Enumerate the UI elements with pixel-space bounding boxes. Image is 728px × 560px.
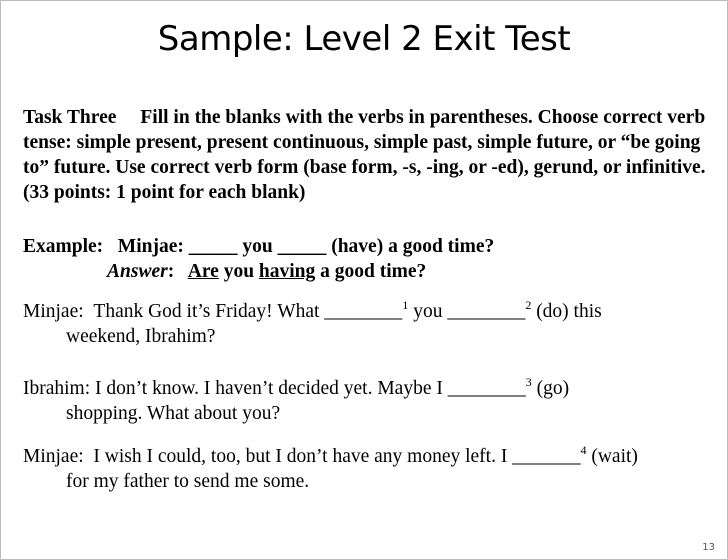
dialogue-text: I don’t know. I haven’t decided yet. Maybe I ________ [95, 378, 526, 399]
dialogue-continuation: shopping. What about you? [66, 403, 281, 424]
dialogue-text: (do) this [531, 301, 602, 322]
example-blank-2: _____ [277, 236, 327, 257]
answer-word-2: having [258, 261, 316, 282]
answer-colon: : [167, 261, 175, 282]
task-label: Task Three [23, 107, 117, 128]
dialogue-line-3 [23, 444, 713, 494]
example-label: Example: [23, 236, 104, 257]
task-instructions [23, 105, 713, 205]
example-rest: (have) a good time? [331, 236, 495, 257]
answer-word-1: Are [187, 261, 219, 282]
dialogue-text: (wait) [586, 446, 638, 467]
answer-mid: you [223, 261, 255, 282]
example-mid: you [242, 236, 273, 257]
dialogue-continuation: weekend, Ibrahim? [66, 326, 216, 347]
dialogue-text: (go) [531, 378, 570, 399]
answer-rest: a good time? [320, 261, 427, 282]
answer-label: Answer [107, 261, 168, 282]
dialogue-text: Thank God it’s Friday! What ________ [93, 301, 403, 322]
example-blank-1: _____ [188, 236, 238, 257]
example-answer-line [23, 259, 713, 284]
blank-number: 1 [402, 298, 409, 312]
page-number: 13 [702, 542, 715, 553]
blank-number: 3 [525, 375, 532, 389]
slide-title: Sample: Level 2 Exit Test [157, 19, 571, 59]
dialogue-text: you ________ [408, 301, 526, 322]
speaker: Minjae: [23, 446, 84, 467]
dialogue-continuation: for my father to send me some. [66, 471, 310, 492]
blank-number: 4 [580, 443, 587, 457]
dialogue-text: I wish I could, too, but I don’t have any money left. I _______ [93, 446, 581, 467]
blank-number: 2 [525, 298, 532, 312]
dialogue-line-2 [23, 376, 713, 426]
example-block [23, 234, 713, 284]
speaker: Minjae: [23, 301, 84, 322]
speaker: Ibrahim: [23, 378, 91, 399]
example-question-line [23, 234, 713, 259]
dialogue-line-1 [23, 299, 713, 349]
example-speaker: Minjae: [117, 236, 184, 257]
task-instruction-text: Fill in the blanks with the verbs in parentheses. Choose correct verb tense: simple present, present continuous, simple past, simple future, or “be going to” future. Use correct verb form (base form, -s, -ing, or -ed), gerund, or infinitive. (33 points: 1 point for each blank) [23, 107, 706, 203]
